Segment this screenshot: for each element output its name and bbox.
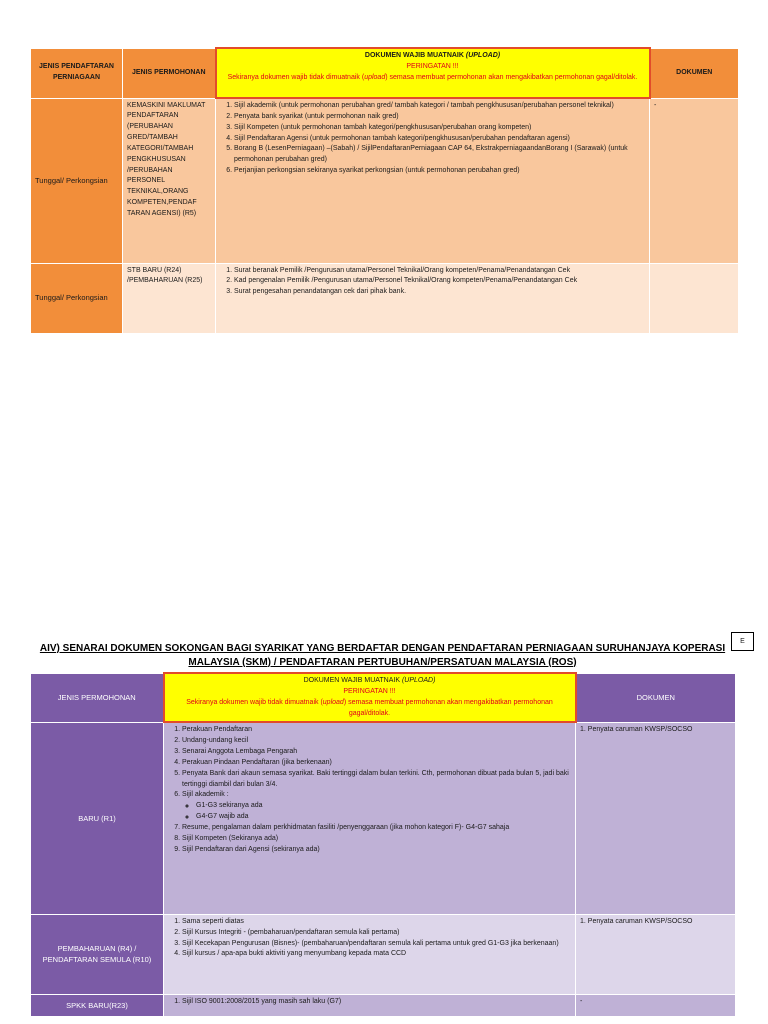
- row-document-list: [216, 98, 650, 263]
- list-item: 2. Penyata bank syarikat (untuk permohonan naik gred): [234, 112, 645, 123]
- warning-note: Sekiranya dokumen wajib tidak dimuatnaik (upload) semasa membuat permohonan akan mengakibatkan permohonan gagal/ditolak.: [227, 73, 638, 81]
- list-item: 1. Perakuan Pendaftaran: [182, 725, 571, 736]
- warning-label: PERINGATAN !!!: [343, 687, 396, 695]
- dokumen-wajib-title: DOKUMEN WAJIB MUATNAIK (UPLOAD): [364, 52, 501, 59]
- corner-label-box: E: [731, 632, 754, 651]
- list-item: 1. Sijil ISO 9001:2008/2015 yang masih sah laku (G7): [182, 997, 571, 1008]
- list-item: 1. Surat beranak Pemilik /Pengurusan utama/Personel Teknikal/Orang kompeten/Penama/Penandatangan Cek: [234, 266, 645, 277]
- section-title: AIV) SENARAI DOKUMEN SOKONGAN BAGI SYARIKAT YANG BERDAFTAR DENGAN PENDAFTARAN PERNIAGAAN SURUHANJAYA KOPERASI MALAYSIA (SKM) / PENDAFTARAN PERTUBUHAN/PERSATUAN MALAYSIA (ROS): [39, 643, 726, 668]
- row-dokumen: [650, 263, 739, 333]
- sub-list-item: ◦ G4-G7 wajib ada: [196, 812, 571, 823]
- header-dokumen-wajib: [164, 673, 576, 722]
- row-dokumen: -: [650, 98, 739, 263]
- row-permohonan: KEMASKINI MAKLUMAT PENDAFTARAN (PERUBAHAN GRED/TAMBAH KATEGORI/TAMBAH PENGKHUSUSAN /PERUBAHAN PERSONEL TEKNIKAL,ORANG KOMPETEN,PENDAF TARAN AGENSI) (R5): [123, 98, 216, 263]
- warning-label: PERINGATAN !!!: [406, 62, 459, 70]
- list-item: 2. Kad pengenalan Pemilik /Pengurusan utama/Personel Teknikal/Orang kompeten/Penama/Penandatangan Cek: [234, 276, 645, 287]
- row-dokumen: 1. Penyata caruman KWSP/SOCSO: [576, 914, 736, 994]
- list-item: 8. Sijil Kompeten (Sekiranya ada): [182, 834, 571, 845]
- application-documents-table: [30, 47, 739, 334]
- warning-note: Sekiranya dokumen wajib tidak dimuatnaik (upload) semasa membuat permohonan akan mengakibatkan permohonan gagal/ditolak.: [186, 698, 553, 717]
- row-dokumen: -: [576, 994, 736, 1016]
- skm-ros-documents-table: [30, 672, 736, 1017]
- list-item: 7. Resume, pengalaman dalam perkhidmatan fasiliti /penyenggaraan (jika mohon kategori F)- G4-G7 sahaja: [182, 823, 571, 834]
- row-dokumen: 1. Penyata caruman KWSP/SOCSO: [576, 722, 736, 914]
- row-permohonan: SPKK BARU(R23): [31, 994, 164, 1016]
- row-permohonan: BARU (R1): [31, 722, 164, 914]
- list-item: 1. Sijil akademik (untuk permohonan perubahan gred/ tambah kategori / tambah pengkhususan/perubahan personel teknikal): [234, 101, 645, 112]
- list-item: 2. Undang-undang kecil: [182, 736, 571, 747]
- row-pendaftaran: Tunggal/ Perkongsian: [31, 98, 123, 263]
- row-document-list: [164, 994, 576, 1016]
- list-item: 5. Penyata Bank dari akaun semasa syarikat. Baki tertinggi dalam bulan terkini. Cth, permohonan dibuat pada bulan 5, jadi baki tertinggi diambil dari bulan 3/4.: [182, 769, 571, 791]
- header-jenis-pendaftaran: JENIS PENDAFTARAN PERNIAGAAN: [31, 48, 123, 98]
- list-item: 4. Sijil kursus / apa-apa bukti aktiviti yang menyumbang kepada mata CCD: [182, 949, 571, 960]
- list-item: 6. Perjanjian perkongsian sekiranya syarikat perkongsian (untuk permohonan perubahan gred): [234, 166, 645, 177]
- row-document-list: [164, 722, 576, 914]
- dokumen-wajib-title: DOKUMEN WAJIB MUATNAIK (UPLOAD): [303, 677, 436, 684]
- row-document-list: [216, 263, 650, 333]
- list-item: 3. Surat pengesahan penandatangan cek dari pihak bank.: [234, 287, 645, 298]
- list-item: 3. Sijil Kompeten (untuk permohonan tambah kategori/pengkhususan/perubahan orang kompeten): [234, 123, 645, 134]
- header-dokumen: DOKUMEN: [576, 673, 736, 722]
- sub-list-item: ◦ G1-G3 sekiranya ada: [196, 801, 571, 812]
- header-jenis-permohonan: JENIS PERMOHONAN: [123, 48, 216, 98]
- list-item: 3. Sijil Kecekapan Pengurusan (Bisnes)- (pembaharuan/pendaftaran semula kali pertama untuk gred G1-G3 jika berkenaan): [182, 939, 571, 950]
- row-pendaftaran: Tunggal/ Perkongsian: [31, 263, 123, 333]
- list-item: 9. Sijil Pendaftaran dari Agensi (sekiranya ada): [182, 845, 571, 856]
- list-item: 4. Perakuan Pindaan Pendaftaran (jika berkenaan): [182, 758, 571, 769]
- list-item: 5. Borang B (LesenPerniagaan) –(Sabah) / SijilPendaftaranPerniagaan CAP 64, EkstrakperniagaandanBorang I (Sarawak) (untuk permohonan perubahan gred): [234, 144, 645, 166]
- header-dokumen-wajib: [216, 48, 650, 98]
- list-item: 2. Sijil Kursus Integriti - (pembaharuan/pendaftaran semula kali pertama): [182, 928, 571, 939]
- list-item: 1. Sama seperti diatas: [182, 917, 571, 928]
- list-item: 6. Sijil akademik : ◦ G1-G3 sekiranya ada ◦ G4-G7 wajib ada: [182, 790, 571, 823]
- header-dokumen: DOKUMEN: [650, 48, 739, 98]
- header-jenis-permohonan: JENIS PERMOHONAN: [31, 673, 164, 722]
- row-permohonan: PEMBAHARUAN (R4) / PENDAFTARAN SEMULA (R10): [31, 914, 164, 994]
- list-item: 4. Sijil Pendaftaran Agensi (untuk permohonan tambah kategori/pengkhususan/perubahan pendaftaran agensi): [234, 134, 645, 145]
- list-item: 3. Senarai Anggota Lembaga Pengarah: [182, 747, 571, 758]
- row-permohonan: STB BARU (R24) /PEMBAHARUAN (R25): [123, 263, 216, 333]
- row-document-list: [164, 914, 576, 994]
